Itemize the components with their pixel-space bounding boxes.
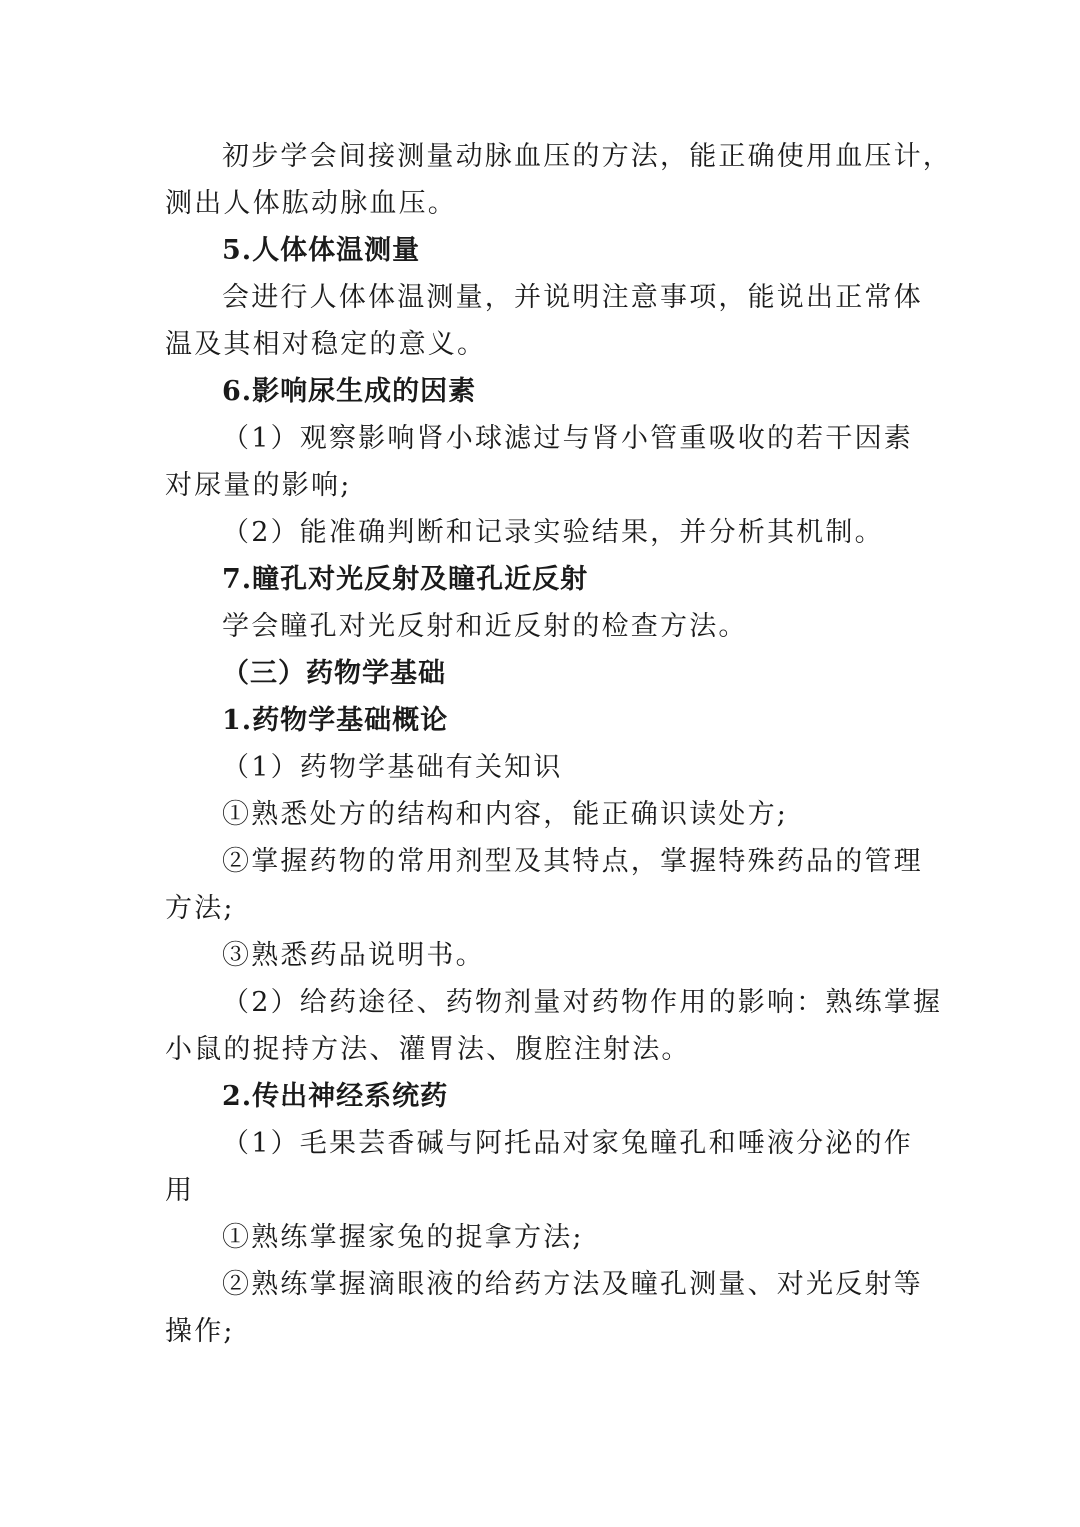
body-text-line: ①熟练掌握家兔的捉拿方法; [222, 1222, 584, 1253]
body-text-line: （1）毛果芸香碱与阿托品对家兔瞳孔和唾液分泌的作 [222, 1128, 913, 1159]
body-text-line: 用 [165, 1175, 195, 1206]
body-text-line: 会进行人体体温测量，并说明注意事项，能说出正常体 [222, 282, 923, 313]
body-text-line: ②熟练掌握滴眼液的给药方法及瞳孔测量、对光反射等 [222, 1269, 923, 1300]
body-text-line: 学会瞳孔对光反射和近反射的检查方法。 [222, 611, 748, 642]
body-text-line: 温及其相对稳定的意义。 [165, 329, 487, 360]
section-heading: 7.瞳孔对光反射及瞳孔近反射 [222, 564, 589, 595]
body-text-line: 对尿量的影响; [165, 470, 352, 501]
body-text-line: ③熟悉药品说明书。 [222, 940, 485, 971]
body-text-line: ②掌握药物的常用剂型及其特点，掌握特殊药品的管理 [222, 846, 923, 877]
section-heading: 5.人体体温测量 [222, 235, 421, 266]
body-text-line: 初步学会间接测量动脉血压的方法，能正确使用血压计， [222, 141, 952, 172]
body-text-line: （1）药物学基础有关知识 [222, 752, 563, 783]
chapter-heading: （三）药物学基础 [222, 658, 446, 689]
body-text-line: 小鼠的捉持方法、灌胃法、腹腔注射法。 [165, 1034, 691, 1065]
body-text-line: 方法; [165, 893, 235, 924]
body-text-line: 测出人体肱动脉血压。 [165, 188, 457, 219]
section-heading: 1.药物学基础概论 [222, 705, 449, 736]
body-text-line: （1）观察影响肾小球滤过与肾小管重吸收的若干因素 [222, 423, 913, 454]
body-text-line: 操作; [165, 1316, 235, 1347]
body-text-line: （2）给药途径、药物剂量对药物作用的影响：熟练掌握 [222, 987, 943, 1018]
section-heading: 2.传出神经系统药 [222, 1081, 449, 1112]
section-heading: 6.影响尿生成的因素 [222, 376, 477, 407]
body-text-line: ①熟悉处方的结构和内容，能正确识读处方; [222, 799, 789, 830]
body-text-line: （2）能准确判断和记录实验结果，并分析其机制。 [222, 517, 884, 548]
document-page [165, 133, 952, 1355]
